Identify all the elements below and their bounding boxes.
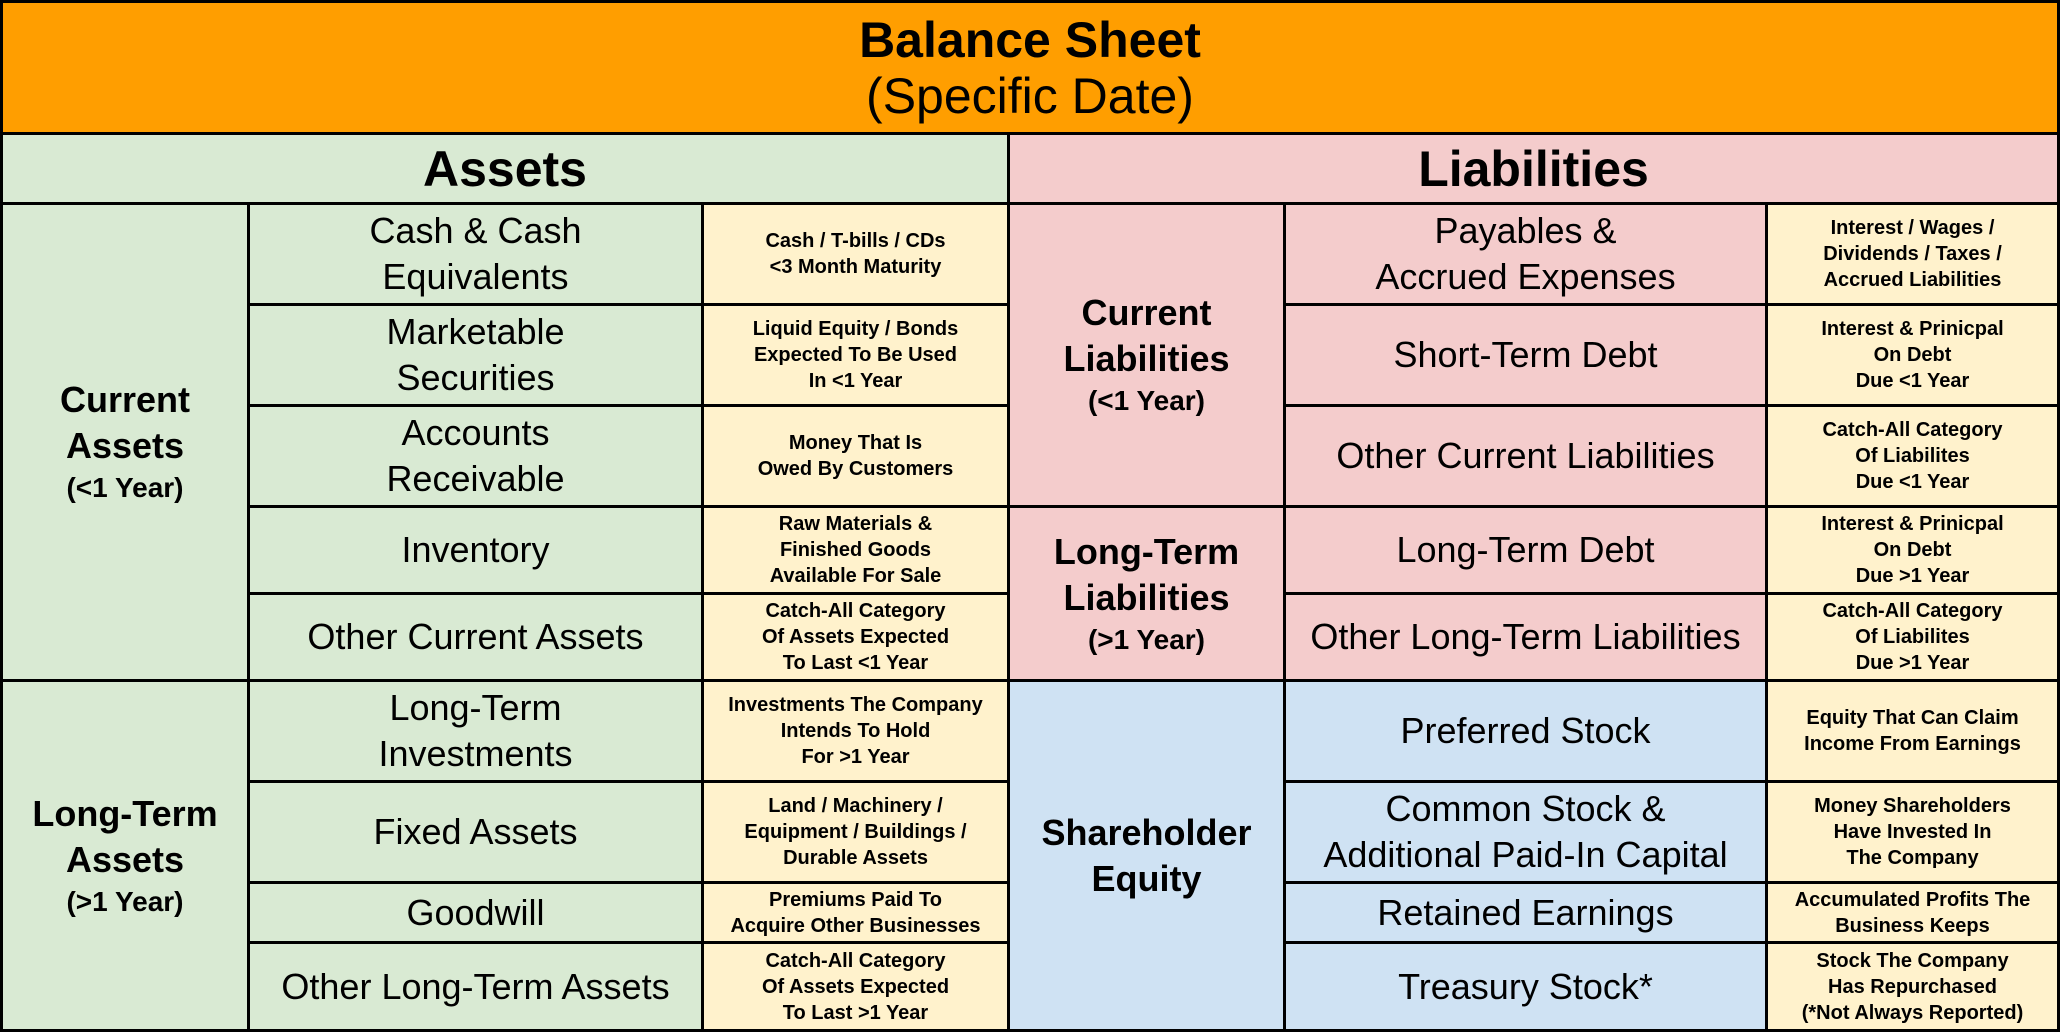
liability-item: Other Long-Term Liabilities xyxy=(1283,592,1768,682)
asset-description: Catch-All Category Of Assets Expected To Last <1 Year xyxy=(701,592,1010,682)
equity-description: Stock The Company Has Repurchased (*Not Always Reported) xyxy=(1765,941,2060,1032)
liability-description: Interest & Prinicpal On Debt Due >1 Year xyxy=(1765,505,2060,595)
asset-item: Fixed Assets xyxy=(247,780,704,884)
assets-header-label: Assets xyxy=(423,140,587,197)
shareholder-equity-label: Shareholder Equity xyxy=(1041,811,1252,899)
long-term-assets-term: (>1 Year) xyxy=(66,885,184,917)
current-liabilities-label: Current Liabilities xyxy=(1063,292,1230,379)
long-term-liabilities-label: Long-Term Liabilities xyxy=(1053,530,1240,618)
sheet-subtitle: (Specific Date) xyxy=(866,67,1194,124)
equity-item: Preferred Stock xyxy=(1283,679,1768,783)
sheet-title: Balance Sheet xyxy=(859,11,1201,68)
liability-item: Other Current Liabilities xyxy=(1283,404,1768,508)
liability-item: Short-Term Debt xyxy=(1283,303,1768,407)
liability-description: Interest / Wages / Dividends / Taxes / Accrued Liabilities xyxy=(1765,202,2060,306)
current-liabilities-term: (<1 Year) xyxy=(1087,385,1206,416)
asset-item: Other Long-Term Assets xyxy=(247,941,704,1032)
asset-item: Goodwill xyxy=(247,881,704,944)
liability-description: Catch-All Category Of Liabilites Due >1 Year xyxy=(1765,592,2060,682)
liability-description: Catch-All Category Of Liabilites Due <1 Year xyxy=(1765,404,2060,508)
asset-item: Other Current Assets xyxy=(247,592,704,682)
asset-description: Land / Machinery / Equipment / Buildings / Durable Assets xyxy=(701,780,1010,884)
equity-description: Equity That Can Claim Income From Earnings xyxy=(1765,679,2060,783)
title-banner xyxy=(0,0,2060,135)
equity-item: Retained Earnings xyxy=(1283,881,1768,944)
equity-description: Money Shareholders Have Invested In The Company xyxy=(1765,780,2060,884)
asset-description: Raw Materials & Finished Goods Available For Sale xyxy=(701,505,1010,595)
asset-description: Catch-All Category Of Assets Expected To Last >1 Year xyxy=(701,941,1010,1032)
asset-item: Marketable Securities xyxy=(247,303,704,407)
asset-description: Money That Is Owed By Customers xyxy=(701,404,1010,508)
asset-item: Cash & Cash Equivalents xyxy=(247,202,704,306)
liability-item: Long-Term Debt xyxy=(1283,505,1768,595)
equity-item: Treasury Stock* xyxy=(1283,941,1768,1032)
long-term-assets-label: Long-Term Assets xyxy=(32,792,218,880)
liabilities-header xyxy=(1007,132,2060,205)
equity-description: Accumulated Profits The Business Keeps xyxy=(1765,881,2060,944)
asset-item: Accounts Receivable xyxy=(247,404,704,508)
long-term-liabilities-term: (>1 Year) xyxy=(1087,623,1206,655)
asset-item: Long-Term Investments xyxy=(247,679,704,783)
current-assets-group xyxy=(0,202,250,682)
liability-item: Payables & Accrued Expenses xyxy=(1283,202,1768,306)
current-assets-label: Current Assets xyxy=(59,379,190,466)
assets-header xyxy=(0,132,1010,205)
asset-description: Cash / T-bills / CDs <3 Month Maturity xyxy=(701,202,1010,306)
shareholder-equity-group xyxy=(1007,679,1286,1032)
asset-item: Inventory xyxy=(247,505,704,595)
current-liabilities-group xyxy=(1007,202,1286,508)
long-term-liabilities-group xyxy=(1007,505,1286,682)
current-assets-term: (<1 Year) xyxy=(66,472,184,503)
long-term-assets-group xyxy=(0,679,250,1032)
asset-description: Premiums Paid To Acquire Other Businesses xyxy=(701,881,1010,944)
liabilities-header-label: Liabilities xyxy=(1418,140,1649,197)
equity-item: Common Stock & Additional Paid-In Capital xyxy=(1283,780,1768,884)
asset-description: Investments The Company Intends To Hold For >1 Year xyxy=(701,679,1010,783)
liability-description: Interest & Prinicpal On Debt Due <1 Year xyxy=(1765,303,2060,407)
asset-description: Liquid Equity / Bonds Expected To Be Used In <1 Year xyxy=(701,303,1010,407)
